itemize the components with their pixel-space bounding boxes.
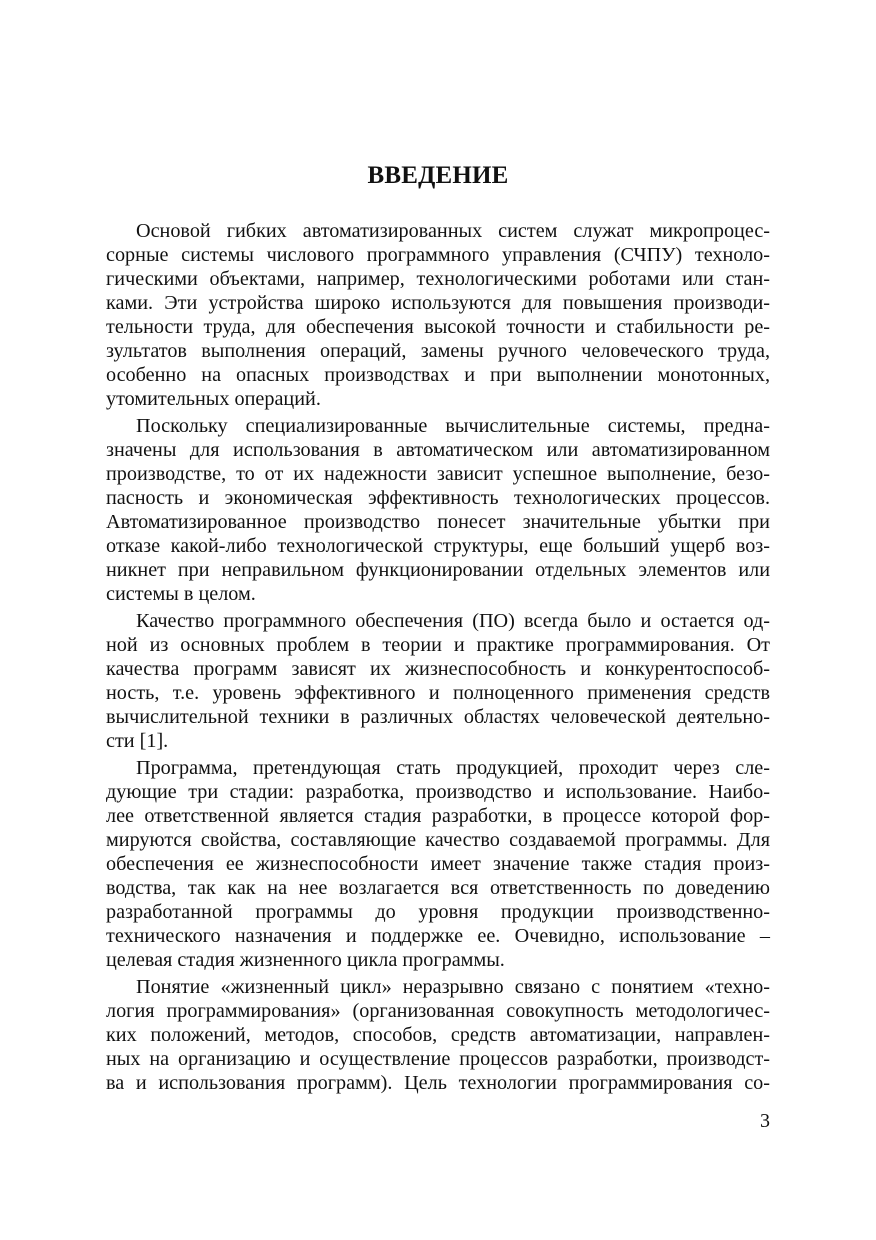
text-line: тельности труда, для обеспечения высокой точности и стабильности ре-	[106, 316, 770, 338]
text-line: лее ответственной является стадия разработки, в процессе которой фор-	[106, 805, 770, 827]
text-line: гическими объектами, например, технологическими роботами или стан-	[106, 268, 770, 290]
text-line: технического назначения и поддержке ее. Очевидно, использование –	[106, 925, 770, 947]
text-line: мируются свойства, составляющие качество создаваемой программы. Для	[106, 829, 770, 851]
text-line: ва и использования программ). Цель технологии программирования со-	[106, 1072, 770, 1094]
text-line: особенно на опасных производствах и при выполнении монотонных,	[106, 364, 770, 386]
page-number: 3	[760, 1110, 770, 1132]
page-title: ВВЕДЕНИЕ	[367, 162, 509, 189]
text-line: ность, т.е. уровень эффективного и полноценного применения средств	[106, 682, 770, 704]
text-line: дующие три стадии: разработка, производство и использование. Наибо-	[106, 781, 770, 803]
text-line: системы в целом.	[106, 583, 256, 605]
paragraph-4	[106, 756, 770, 972]
text-line: логия программирования» (организованная совокупность методологичес-	[106, 1000, 770, 1022]
text-line: ками. Эти устройства широко используются для повышения производи-	[106, 292, 770, 314]
text-line: Автоматизированное производство понесет значительные убытки при	[106, 511, 770, 533]
text-line: значены для использования в автоматическом или автоматизированном	[106, 439, 770, 461]
text-line: водства, так как на нее возлагается вся ответственность по доведению	[106, 877, 770, 899]
text-line: Качество программного обеспечения (ПО) всегда было и остается од-	[136, 610, 770, 632]
text-line: утомительных операций.	[106, 388, 321, 410]
text-line: ких положений, методов, способов, средств автоматизации, направлен-	[106, 1024, 770, 1046]
text-line: ной из основных проблем в теории и практике программирования. От	[106, 634, 770, 656]
text-line: никнет при неправильном функционировании отдельных элементов или	[106, 559, 770, 581]
paragraph-3	[106, 609, 770, 753]
text-line: зультатов выполнения операций, замены ручного человеческого труда,	[106, 340, 770, 362]
paragraph-1	[106, 219, 770, 411]
text-line: отказе какой-либо технологической структуры, еще больший ущерб воз-	[106, 535, 770, 557]
text-line: обеспечения ее жизнеспособности имеет значение также стадия произ-	[106, 853, 770, 875]
text-line: Программа, претендующая стать продукцией, проходит через сле-	[136, 757, 770, 779]
paragraph-5	[106, 975, 770, 1095]
text-line: Поскольку специализированные вычислительные системы, предна-	[136, 415, 770, 437]
text-line: качества программ зависят их жизнеспособность и конкурентоспособ-	[106, 658, 770, 680]
text-line: разработанной программы до уровня продукции производственно-	[106, 901, 770, 923]
text-line: производстве, то от их надежности зависит успешное выполнение, безо-	[106, 463, 770, 485]
text-line: Основой гибких автоматизированных систем служат микропроцес-	[136, 220, 770, 242]
text-line: пасность и экономическая эффективность технологических процессов.	[106, 487, 770, 509]
paragraph-2	[106, 414, 770, 606]
body-text	[106, 219, 770, 1098]
text-line: Понятие «жизненный цикл» неразрывно связано с понятием «техно-	[136, 976, 770, 998]
text-line: ных на организацию и осуществление процессов разработки, производст-	[106, 1048, 770, 1070]
text-line: сорные системы числового программного управления (СЧПУ) техноло-	[106, 244, 770, 266]
text-line: сти [1].	[106, 730, 169, 752]
text-line: целевая стадия жизненного цикла программы.	[106, 949, 505, 971]
text-line: вычислительной техники в различных областях человеческой деятельно-	[106, 706, 770, 728]
